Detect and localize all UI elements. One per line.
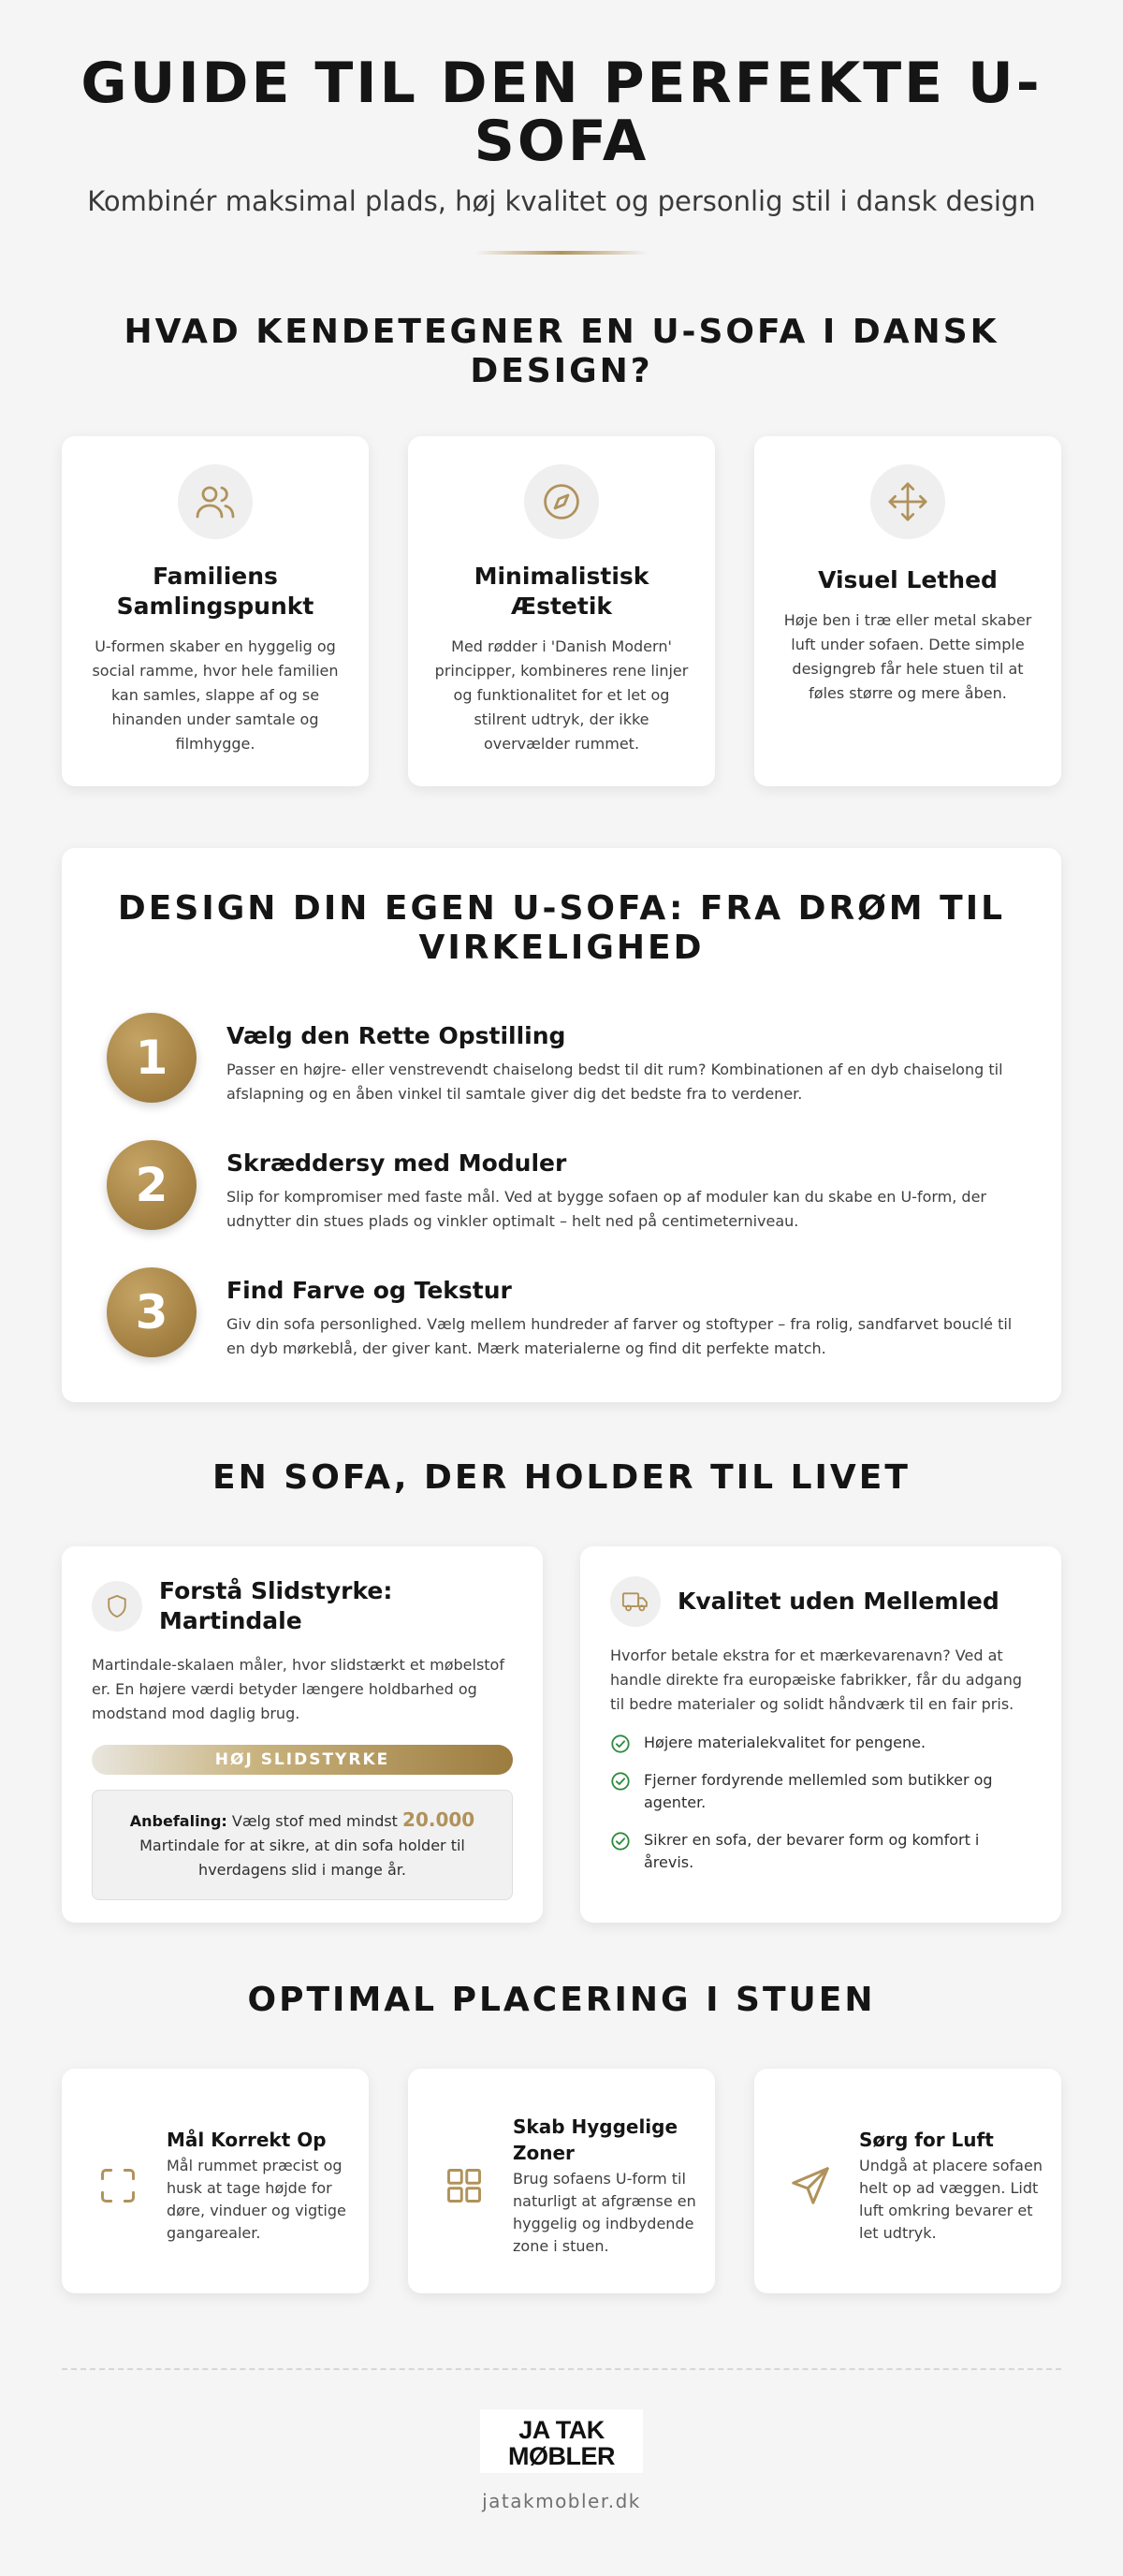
step-number: 3: [107, 1267, 197, 1357]
quality-text: Hvorfor betale ekstra for et mærkevarenavn? Ved at handle direkte fra europæiske fabrikker, får du adgang til bedre materialer og solidt håndværk til en fair pris.: [610, 1647, 1023, 1713]
durability-card: [62, 1546, 543, 1923]
brand-logo: JA TAK MØBLER: [480, 2409, 643, 2473]
durability-bar: HØJ SLIDSTYRKE: [92, 1745, 513, 1775]
placement-text: Undgå at placere sofaen helt op ad væggen. Lidt luft omkring bevarer et let udtryk.: [859, 2157, 1043, 2242]
truck-icon: [610, 1576, 661, 1627]
check-icon: [610, 1771, 631, 1792]
page-title: GUIDE TIL DEN PERFEKTE U-SOFA: [80, 51, 1043, 174]
feature-text: U-formen skaber en hyggelig og social ramme, hvor hele familien kan samles, slappe af og se hinanden under samtale og filmhygge.: [92, 637, 339, 753]
step-item: [107, 1013, 1016, 1106]
users-icon: [178, 464, 253, 539]
placement-card: [408, 2069, 715, 2293]
recommendation-post: Martindale for at sikre, at din sofa holder til hverdagens slid i mange år.: [139, 1837, 465, 1879]
move-icon: [870, 464, 945, 539]
step-item: [107, 1140, 1016, 1234]
feature-card: [408, 436, 715, 786]
placement-text: Mål rummet præcist og husk at tage højde for døre, vinduer og vigtige gangarealer.: [167, 2157, 346, 2242]
feature-title: Familiens Samlingspunkt: [116, 563, 314, 620]
check-icon: [610, 1831, 631, 1852]
recommendation-pre: Vælg stof med mindst: [226, 1812, 403, 1830]
quality-title: Kvalitet uden Mellemled: [678, 1588, 999, 1615]
feature-text: Med rødder i 'Danish Modern' principper, kombineres rene linjer og funktionalitet for et let og stilrent udtryk, der ikke overvælder rummet.: [434, 637, 689, 753]
section-title-placement: OPTIMAL PLACERING I STUEN: [247, 1981, 876, 2019]
step-text: Passer en højre- eller venstrevendt chaiselong bedst til dit rum? Kombinationen af en dyb chaiselong til afslapning og en åben vinkel til samtale giver dig det bedste fra to verdener.: [226, 1061, 1003, 1103]
step-title: Find Farve og Tekstur: [226, 1277, 512, 1304]
placement-card: [754, 2069, 1061, 2293]
send-icon: [784, 2164, 837, 2207]
placement-title: Skab Hyggelige Zoner: [513, 2115, 678, 2164]
section-title-characteristics: HVAD KENDETEGNER EN U-SOFA I DANSK DESIGN?: [124, 313, 999, 390]
durability-text: Martindale-skalaen måler, hvor slidstærkt et møbelstof er. En højere værdi betyder længere holdbarhed og modstand mod daglig brug.: [92, 1656, 504, 1722]
steps-card: [62, 848, 1061, 1402]
quality-list: [610, 1732, 1031, 1874]
section-title-design: DESIGN DIN EGEN U-SOFA: FRA DRØM TIL VIRKELIGHED: [117, 889, 1006, 967]
feature-card: [754, 436, 1061, 786]
placement-card: [62, 2069, 369, 2293]
section-title-durability: EN SOFA, DER HOLDER TIL LIVET: [212, 1458, 911, 1497]
quality-card: [580, 1546, 1061, 1923]
step-number: 2: [107, 1140, 197, 1230]
shield-icon: [92, 1581, 142, 1632]
step-title: Vælg den Rette Opstilling: [226, 1022, 566, 1049]
step-item: [107, 1267, 1016, 1361]
website-link[interactable]: jatakmobler.dk: [482, 2490, 641, 2512]
grid-icon: [438, 2165, 490, 2206]
feature-title: Visuel Lethed: [818, 566, 998, 593]
list-item: Højere materialekvalitet for pengene.: [610, 1732, 1031, 1754]
placement-title: Sørg for Luft: [859, 2129, 994, 2151]
list-item: Sikrer en sofa, der bevarer form og komfort i årevis.: [610, 1829, 1031, 1874]
durability-title: Forstå Slidstyrke: Martindale: [159, 1577, 393, 1634]
scan-frame-icon: [92, 2165, 144, 2206]
title-divider: [475, 251, 648, 255]
step-text: Slip for kompromiser med faste mål. Ved at bygge sofaen op af moduler kan du skabe en U-form, der udnytter din stues plads og vinkler optimalt – helt ned på centimeterniveau.: [226, 1188, 986, 1230]
list-item: Fjerner fordyrende mellemled som butikker og agenter.: [610, 1769, 1031, 1814]
page-subtitle: Kombinér maksimal plads, høj kvalitet og personlig stil i dansk design: [87, 185, 1036, 217]
recommendation-box: [92, 1790, 513, 1900]
recommendation-value: 20.000: [402, 1808, 475, 1831]
feature-card: [62, 436, 369, 786]
placement-text: Brug sofaens U-form til naturligt at afgrænse en hyggelig og indbydende zone i stuen.: [513, 2170, 696, 2255]
check-icon: [610, 1734, 631, 1754]
recommendation-label: Anbefaling:: [129, 1812, 227, 1830]
step-number: 1: [107, 1013, 197, 1103]
feature-text: Høje ben i træ eller metal skaber luft under sofaen. Dette simple designgreb får hele stuen til at føles større og mere åben.: [783, 611, 1032, 702]
footer-divider: [62, 2368, 1061, 2370]
placement-title: Mål Korrekt Op: [167, 2129, 327, 2151]
feature-title: Minimalistisk Æstetik: [474, 563, 649, 620]
step-title: Skræddersy med Moduler: [226, 1149, 567, 1177]
step-text: Giv din sofa personlighed. Vælg mellem hundreder af farver og stoftyper – fra rolig, sandfarvet bouclé til en dyb mørkeblå, der giver kant. Mærk materialerne og find dit perfekte match.: [226, 1315, 1013, 1357]
compass-icon: [524, 464, 599, 539]
